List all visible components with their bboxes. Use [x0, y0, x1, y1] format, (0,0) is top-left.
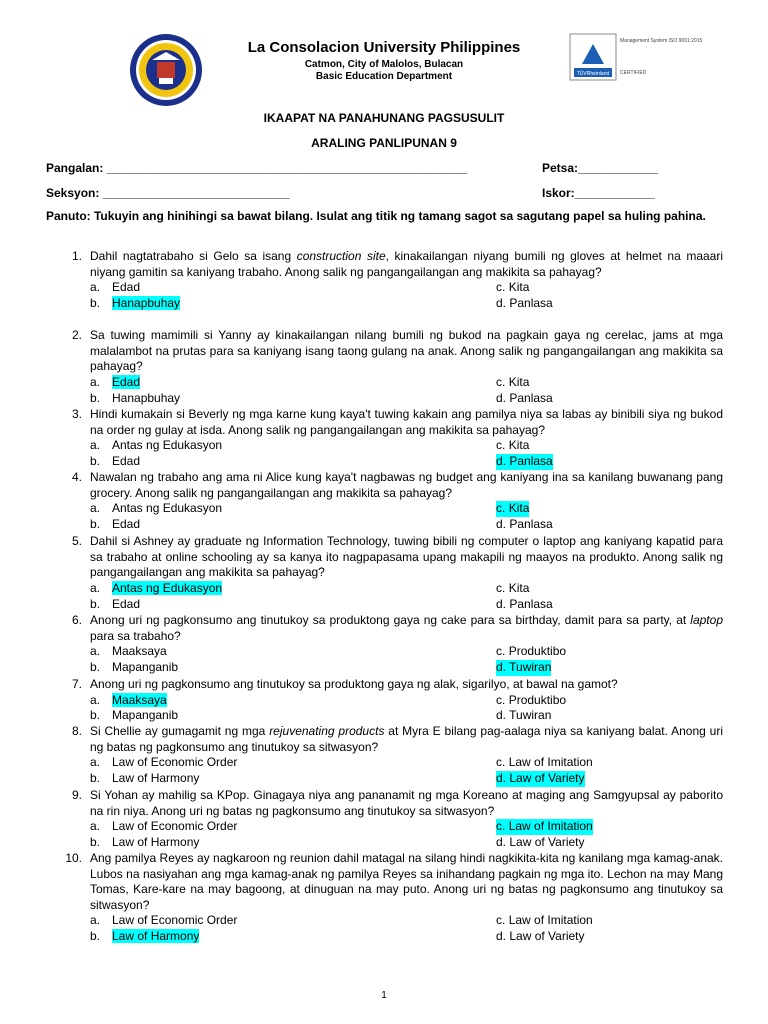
option-c[interactable]: Kita	[508, 374, 530, 389]
option-letter: c.	[496, 374, 506, 389]
option-d[interactable]: Panlasa	[509, 296, 553, 311]
question-8	[46, 724, 723, 787]
option-letter: b.	[90, 517, 101, 532]
option-letter: a.	[90, 819, 101, 834]
option-d[interactable]: Panlasa	[509, 596, 553, 611]
italic-phrase: rejuvenating products	[269, 724, 385, 738]
option-c[interactable]: Law of Imitation	[508, 755, 593, 770]
option-b[interactable]: Edad	[112, 517, 141, 532]
option-b[interactable]: Law of Harmony	[112, 929, 200, 944]
italic-phrase: construction site	[296, 249, 386, 263]
option-d[interactable]: Law of Variety	[509, 771, 585, 786]
option-a[interactable]: Law of Economic Order	[112, 755, 238, 770]
option-c[interactable]: Produktibo	[508, 692, 567, 707]
italic-phrase: laptop	[690, 613, 723, 627]
question-10	[46, 851, 723, 945]
option-c[interactable]: Kita	[508, 280, 530, 295]
option-letter: a.	[90, 501, 101, 516]
question-text: Anong uri ng pagkonsumo ang tinutukoy sa produktong gaya ng cake para sa birthday, damit para sa party, at laptop para sa trabaho?	[90, 613, 723, 643]
option-a[interactable]: Antas ng Edukasyon	[112, 438, 223, 453]
page-number: 1	[381, 990, 387, 1001]
option-letter: d.	[496, 660, 507, 675]
question-text: Si Chellie ay gumagamit ng mga rejuvenating products at Myra E bilang pag-aalaga niya sa kaniyang balat. Anong uri ng batas ng pagkonsumo ang tinutukoy sa sitwasyon?	[90, 724, 723, 754]
option-letter: a.	[90, 374, 101, 389]
option-b[interactable]: Edad	[112, 454, 141, 469]
option-letter: b.	[90, 596, 101, 611]
option-letter: a.	[90, 692, 101, 707]
option-letter: a.	[90, 438, 101, 453]
question-text: Anong uri ng pagkonsumo ang tinutukoy sa produktong gaya ng alak, sigarilyo, at bawal na gamot?	[90, 677, 618, 691]
option-letter: c.	[496, 438, 506, 453]
question-text: Dahil si Ashney ay graduate ng Information Technology, tuwing bibili ng computer o laptop ang kaniyang kapatid para sa trabaho at online schooling ay sa kanya ito nagpapasama upang makapili ng maayos na produkto. Anong salik ng pangangailangan ang makikita sa pahayag?	[90, 534, 723, 580]
option-c[interactable]: Produktibo	[508, 644, 567, 659]
tuv-mark-text: TÜVRheinland	[576, 71, 610, 77]
instructions: Panuto: Tukuyin ang hinihingi sa bawat bilang. Isulat ang titik ng tamang sagot sa sagutang papel sa huling pahina.	[46, 209, 706, 223]
option-letter: a.	[90, 644, 101, 659]
option-d[interactable]: Tuwiran	[509, 660, 552, 675]
option-letter: c.	[496, 580, 506, 595]
option-a[interactable]: Antas ng Edukasyon	[112, 580, 223, 595]
option-letter: d.	[496, 708, 507, 723]
question-number: 5.	[71, 534, 82, 548]
option-letter: a.	[90, 755, 101, 770]
question-number: 10.	[65, 851, 82, 865]
option-letter: a.	[90, 580, 101, 595]
option-letter: b.	[90, 296, 101, 311]
option-c[interactable]: Law of Imitation	[508, 913, 593, 928]
cert-text: Management System ISO 9001:2015	[620, 38, 703, 44]
option-letter: c.	[496, 913, 506, 928]
question-number: 4.	[71, 470, 82, 484]
option-letter: a.	[90, 280, 101, 295]
question-4	[46, 470, 723, 533]
question-text: Nawalan ng trabaho ang ama ni Alice kung kaya't nagbawas ng budget ang kaniyang ina sa kanilang buwanang pang grocery. Anong salik ng pangangailangan ang makikita sa pahayag?	[90, 470, 723, 500]
option-letter: b.	[90, 454, 101, 469]
university-name: La Consolacion University Philippines	[247, 39, 521, 56]
question-1	[46, 249, 723, 312]
option-a[interactable]: Edad	[112, 280, 141, 295]
option-b[interactable]: Mapanganib	[112, 660, 179, 675]
option-letter: b.	[90, 771, 101, 786]
option-letter: c.	[496, 280, 506, 295]
question-5	[46, 534, 723, 613]
question-9	[46, 788, 723, 851]
option-letter: d.	[496, 835, 507, 850]
question-7	[46, 677, 723, 724]
option-letter: d.	[496, 390, 507, 405]
option-d[interactable]: Panlasa	[509, 454, 553, 469]
question-number: 3.	[71, 407, 82, 421]
option-c[interactable]: Kita	[508, 501, 530, 516]
option-b[interactable]: Edad	[112, 596, 141, 611]
option-d[interactable]: Panlasa	[509, 390, 553, 405]
question-6	[46, 613, 723, 676]
option-letter: c.	[496, 819, 506, 834]
option-letter: d.	[496, 596, 507, 611]
option-b[interactable]: Hanapbuhay	[112, 296, 181, 311]
option-letter: b.	[90, 708, 101, 723]
exam-subject: ARALING PANLIPUNAN 9	[311, 136, 457, 150]
option-d[interactable]: Panlasa	[509, 517, 553, 532]
option-c[interactable]: Kita	[508, 580, 530, 595]
name-field[interactable]: Pangalan: ______________________________________________________	[46, 161, 468, 175]
option-letter: d.	[496, 517, 507, 532]
option-c[interactable]: Law of Imitation	[508, 819, 593, 834]
university-address: Catmon, City of Malolos, Bulacan	[304, 59, 464, 70]
option-b[interactable]: Hanapbuhay	[112, 390, 181, 405]
question-text: Hindi kumakain si Beverly ng mga karne kung kaya't tuwing kakain ang pamilya niya sa labas ay binibili siya ng bukod na order ng gulay at isda. Anong salik ng pangangailangan ang makikita sa pahayag?	[90, 407, 723, 437]
question-text: Dahil nagtatrabaho si Gelo sa isang construction site, kinakailangan niyang bumili ng gloves at helmet na maaari niyang gamitin sa kaniyang trabaho. Anong salik ng pangangailangan ang makikita sa pahayag?	[90, 249, 723, 279]
option-d[interactable]: Tuwiran	[509, 708, 552, 723]
option-c[interactable]: Kita	[508, 438, 530, 453]
question-2	[46, 328, 723, 407]
section-field[interactable]: Seksyon: ____________________________	[46, 186, 290, 200]
option-letter: c.	[496, 755, 506, 770]
option-b[interactable]: Law of Harmony	[112, 835, 200, 850]
question-text: Ang pamilya Reyes ay nagkaroon ng reunion dahil matagal na silang hindi nagkikita-kita ng kanilang mga kamag-anak. Lubos na nasiyahan ang mga kamag-anak ng pamilya Reyes sa inihandang pagkain ng mga ito. Lechon na may Mang Tomas, Kare-kare na may bagoong, at dinuguan na may puto. Anong uri ng batas ng pagkonsumo ang tinutukoy sa sitwasyon?	[90, 851, 723, 912]
option-letter: d.	[496, 454, 507, 469]
question-number: 9.	[71, 788, 82, 802]
option-d[interactable]: Law of Variety	[509, 929, 585, 944]
option-letter: c.	[496, 692, 506, 707]
option-letter: c.	[496, 644, 506, 659]
option-letter: d.	[496, 771, 507, 786]
question-text: Si Yohan ay mahilig sa KPop. Ginagaya niya ang pananamit ng mga Koreano at maging ang Samgyupsal ay paborito na rin niya. Anong uri ng batas ng pagkonsumo ang tinutukoy sa sitwasyon?	[90, 788, 723, 818]
option-b[interactable]: Mapanganib	[112, 708, 179, 723]
option-d[interactable]: Law of Variety	[509, 835, 585, 850]
option-letter: b.	[90, 390, 101, 405]
option-letter: b.	[90, 835, 101, 850]
option-letter: d.	[496, 929, 507, 944]
question-number: 1.	[71, 249, 82, 263]
option-letter: b.	[90, 660, 101, 675]
question-number: 7.	[71, 677, 82, 691]
option-a[interactable]: Edad	[112, 374, 141, 389]
option-a[interactable]: Antas ng Edukasyon	[112, 501, 223, 516]
department: Basic Education Department	[315, 71, 453, 82]
cert-word: CERTIFIED	[620, 70, 647, 76]
date-field[interactable]: Petsa:____________	[542, 161, 659, 175]
question-number: 2.	[71, 328, 82, 342]
option-a[interactable]: Maaksaya	[112, 644, 167, 659]
score-field[interactable]: Iskor:____________	[542, 186, 655, 200]
option-letter: a.	[90, 913, 101, 928]
option-a[interactable]: Law of Economic Order	[112, 819, 238, 834]
option-letter: d.	[496, 296, 507, 311]
exam-title: IKAAPAT NA PANAHUNANG PAGSUSULIT	[263, 111, 505, 125]
option-a[interactable]: Law of Economic Order	[112, 913, 238, 928]
question-text: Sa tuwing mamimili si Yanny ay kinakailangan nilang bumili ng bukod na pagkain gaya ng cerelac, jams at mga malalambot na prutas para sa kaniyang isang taong gulang na anak. Anong salik ng pangangailangan ang makikita sa pahayag?	[90, 328, 723, 374]
question-number: 6.	[71, 613, 82, 627]
option-a[interactable]: Maaksaya	[112, 692, 167, 707]
question-number: 8.	[71, 724, 82, 738]
option-letter: c.	[496, 501, 506, 516]
question-3	[46, 407, 723, 470]
option-letter: b.	[90, 929, 101, 944]
option-b[interactable]: Law of Harmony	[112, 771, 200, 786]
